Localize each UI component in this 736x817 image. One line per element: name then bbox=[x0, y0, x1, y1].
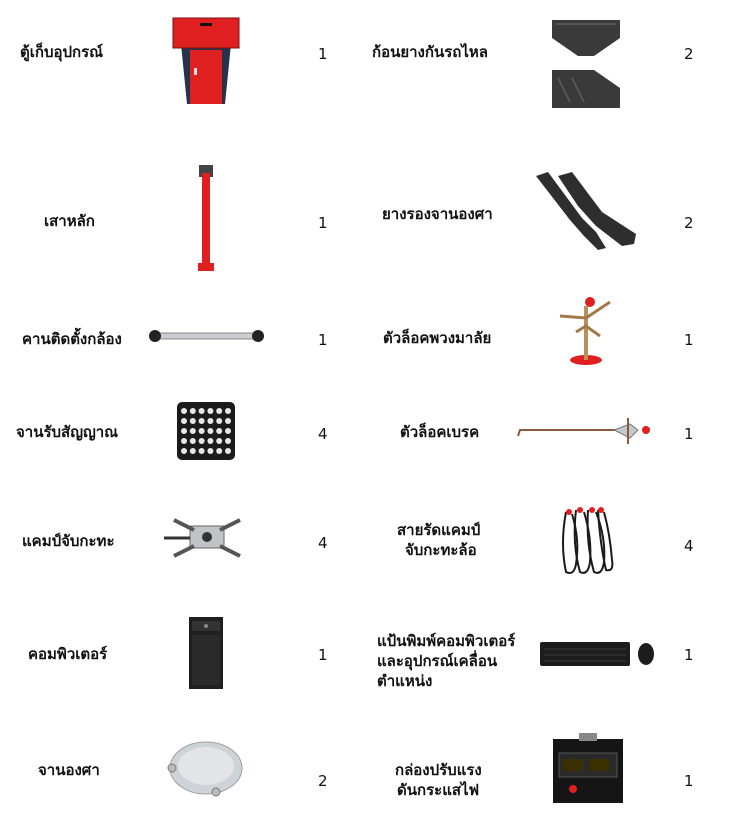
item-label-computer: คอมพิวเตอร์ bbox=[28, 645, 108, 663]
item-label-voltage-1: กล่องปรับแรง bbox=[395, 761, 482, 779]
qty-wheel-clamp: 4 bbox=[318, 534, 328, 552]
item-label-turntable-pad: ยางรองจานองศา bbox=[382, 205, 493, 223]
item-label-main-post: เสาหลัก bbox=[44, 212, 95, 230]
qty-turntable: 2 bbox=[318, 772, 328, 790]
item-label-camera-beam: คานติดตั้งกล้อง bbox=[22, 330, 122, 348]
qty-camera-beam: 1 bbox=[318, 331, 328, 349]
qty-brake-lock: 1 bbox=[684, 425, 694, 443]
item-label-voltage-2: ดันกระแสไฟ bbox=[397, 781, 480, 799]
qty-target-plate: 4 bbox=[318, 425, 328, 443]
qty-keyboard: 1 bbox=[684, 646, 694, 664]
qty-steering-lock: 1 bbox=[684, 331, 694, 349]
item-label-wheel-clamp: แคมป์จับกะทะ bbox=[22, 532, 115, 550]
qty-main-post: 1 bbox=[318, 214, 328, 232]
qty-turntable-pad: 2 bbox=[684, 214, 694, 232]
item-label-brake-lock: ตัวล็อคเบรค bbox=[400, 423, 480, 441]
qty-computer: 1 bbox=[318, 646, 328, 664]
qty-clamp-strap: 4 bbox=[684, 537, 694, 555]
item-label-steering-lock: ตัวล็อคพวงมาลัย bbox=[383, 329, 492, 347]
item-label-turntable: จานองศา bbox=[38, 761, 100, 779]
item-label-clamp-strap-1: สายรัดแคมป์ bbox=[397, 521, 481, 539]
item-label-keyboard-1: แป้นพิมพ์คอมพิวเตอร์ bbox=[377, 632, 516, 650]
item-label-clamp-strap-2: จับกะทะล้อ bbox=[405, 541, 477, 559]
qty-wheel-chock: 2 bbox=[684, 45, 694, 63]
qty-toolbox: 1 bbox=[318, 45, 328, 63]
item-label-keyboard-3: ตำแหน่ง bbox=[377, 672, 433, 690]
item-label-toolbox: ตู้เก็บอุปกรณ์ bbox=[20, 43, 104, 61]
item-label-keyboard-2: และอุปกรณ์เคลื่อน bbox=[377, 652, 498, 670]
item-label-wheel-chock: ก้อนยางกันรถไหล bbox=[372, 43, 488, 61]
item-label-target-plate: จานรับสัญญาณ bbox=[16, 423, 119, 441]
qty-voltage-regulator: 1 bbox=[684, 772, 694, 790]
